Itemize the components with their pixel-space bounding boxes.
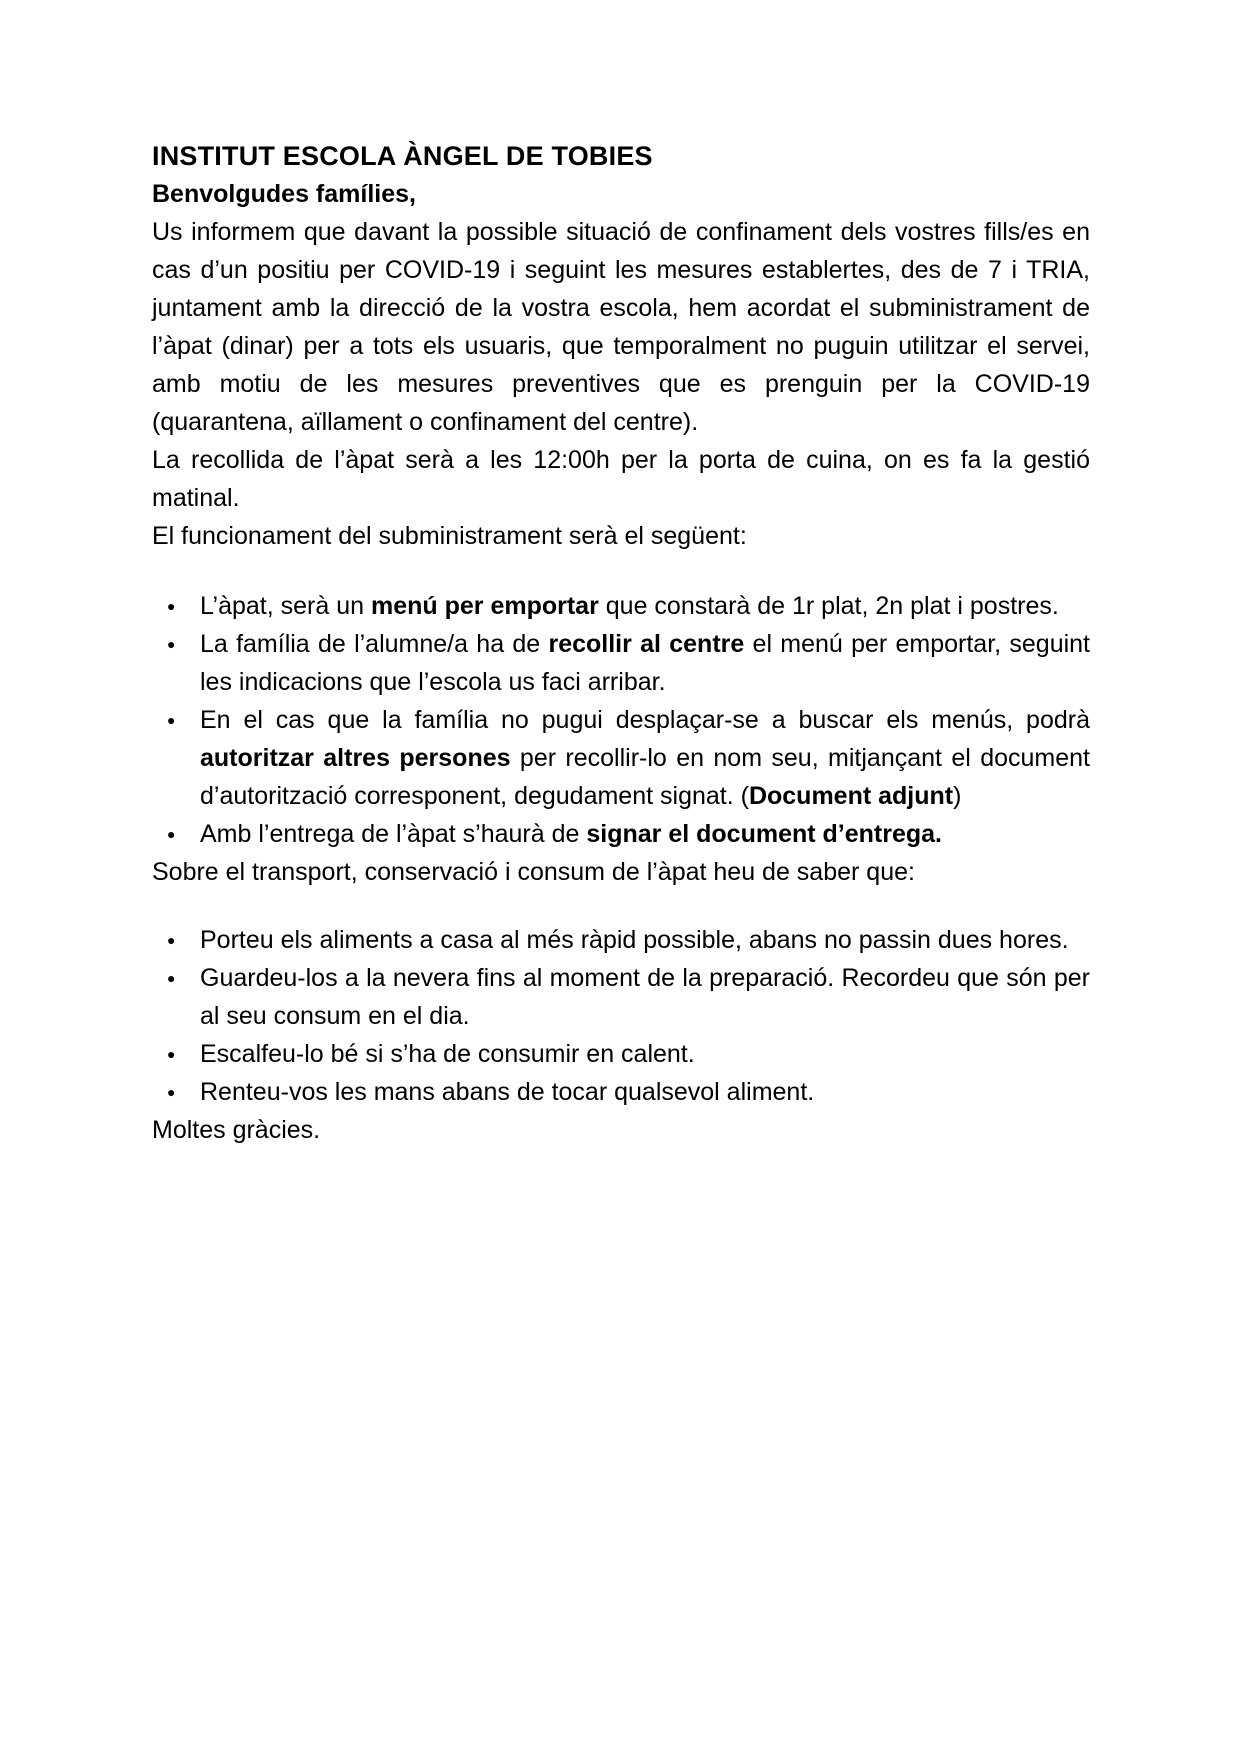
text-segment-bold: menú per emportar bbox=[370, 592, 599, 620]
text-segment: que constarà de 1r plat, 2n plat i postres. bbox=[598, 592, 1059, 620]
bullet-icon: ● bbox=[167, 712, 176, 728]
text-segment: Porteu els aliments a casa al més ràpid possible, abans no passin dues hores. bbox=[200, 926, 1069, 954]
text-segment: ) bbox=[953, 782, 962, 810]
list-item bbox=[152, 921, 1090, 959]
bullet-icon: ● bbox=[167, 598, 176, 614]
operation-list bbox=[152, 587, 1090, 853]
text-segment: Renteu-vos les mans abans de tocar qualsevol aliment. bbox=[200, 1078, 815, 1106]
text-segment: La família de l’alumne/a ha de bbox=[200, 630, 549, 658]
bullet-icon: ● bbox=[167, 970, 176, 986]
list-item bbox=[152, 625, 1090, 701]
bullet-icon: ● bbox=[167, 932, 176, 948]
text-segment: el menú per emportar, seguint les indicacions que l’escola us faci arribar. bbox=[200, 630, 1090, 696]
text-segment-bold: recollir al centre bbox=[548, 630, 745, 658]
list-item-text bbox=[200, 926, 1069, 954]
list-item bbox=[152, 1035, 1090, 1073]
text-segment: Amb l’entrega de l’àpat s’haurà de bbox=[200, 820, 587, 848]
list-item-text bbox=[200, 1078, 814, 1106]
list-item bbox=[152, 701, 1090, 815]
bullet-icon: ● bbox=[167, 636, 176, 652]
bullet-icon: ● bbox=[167, 1084, 176, 1100]
list-item-text bbox=[200, 964, 1090, 1030]
list-item-text bbox=[200, 592, 1059, 620]
text-segment-bold: Document adjunt bbox=[748, 782, 954, 810]
list-item bbox=[152, 959, 1090, 1035]
list-item-text bbox=[200, 1040, 695, 1068]
list-item bbox=[152, 587, 1090, 625]
list-item-text bbox=[200, 820, 942, 848]
document-title: INSTITUT ESCOLA ÀNGEL DE TOBIES bbox=[152, 141, 653, 171]
text-segment: per recollir-lo en nom seu, mitjançant el document d’autorització corresponent, degudament signat. ( bbox=[200, 744, 1090, 810]
list-item-text bbox=[200, 706, 1090, 810]
list-item bbox=[152, 815, 1090, 853]
text-segment-bold: signar el document d’entrega. bbox=[586, 820, 942, 848]
list-item bbox=[152, 1073, 1090, 1111]
paragraph-closing: Moltes gràcies. bbox=[152, 1116, 321, 1144]
list-item-text bbox=[200, 630, 1090, 696]
text-segment: Guardeu-los a la nevera fins al moment de la preparació. Recordeu que són per al seu consum en el dia. bbox=[200, 964, 1090, 1030]
paragraph-pickup: La recollida de l’àpat serà a les 12:00h per la porta de cuina, on es fa la gestió matinal. bbox=[152, 446, 1090, 512]
salutation: Benvolgudes famílies, bbox=[152, 180, 416, 208]
paragraph-operation-lead: El funcionament del subministrament serà el següent: bbox=[152, 522, 747, 550]
paragraph-intro: Us informem que davant la possible situació de confinament dels vostres fills/es en cas d’un positiu per COVID-19 i seguint les mesures establertes, des de 7 i TRIA, juntament amb la direcció de la vostra escola, hem acordat el subministrament de l’àpat (dinar) per a tots els usuaris, que temporalment no puguin utilitzar el servei, amb motiu de les mesures preventives que es prenguin per la COVID-19 (quarantena, aïllament o confinament del centre). bbox=[152, 218, 1090, 436]
text-segment: Escalfeu-lo bé si s’ha de consumir en calent. bbox=[200, 1040, 695, 1068]
paragraph-transport-lead: Sobre el transport, conservació i consum de l’àpat heu de saber que: bbox=[152, 858, 915, 886]
bullet-icon: ● bbox=[167, 1046, 176, 1062]
text-segment: En el cas que la família no pugui desplaçar-se a buscar els menús, podrà bbox=[200, 706, 1090, 734]
text-segment: L’àpat, serà un bbox=[200, 592, 371, 620]
transport-list bbox=[152, 921, 1090, 1111]
bullet-icon: ● bbox=[167, 826, 176, 842]
text-segment-bold: autoritzar altres persones bbox=[200, 744, 511, 772]
